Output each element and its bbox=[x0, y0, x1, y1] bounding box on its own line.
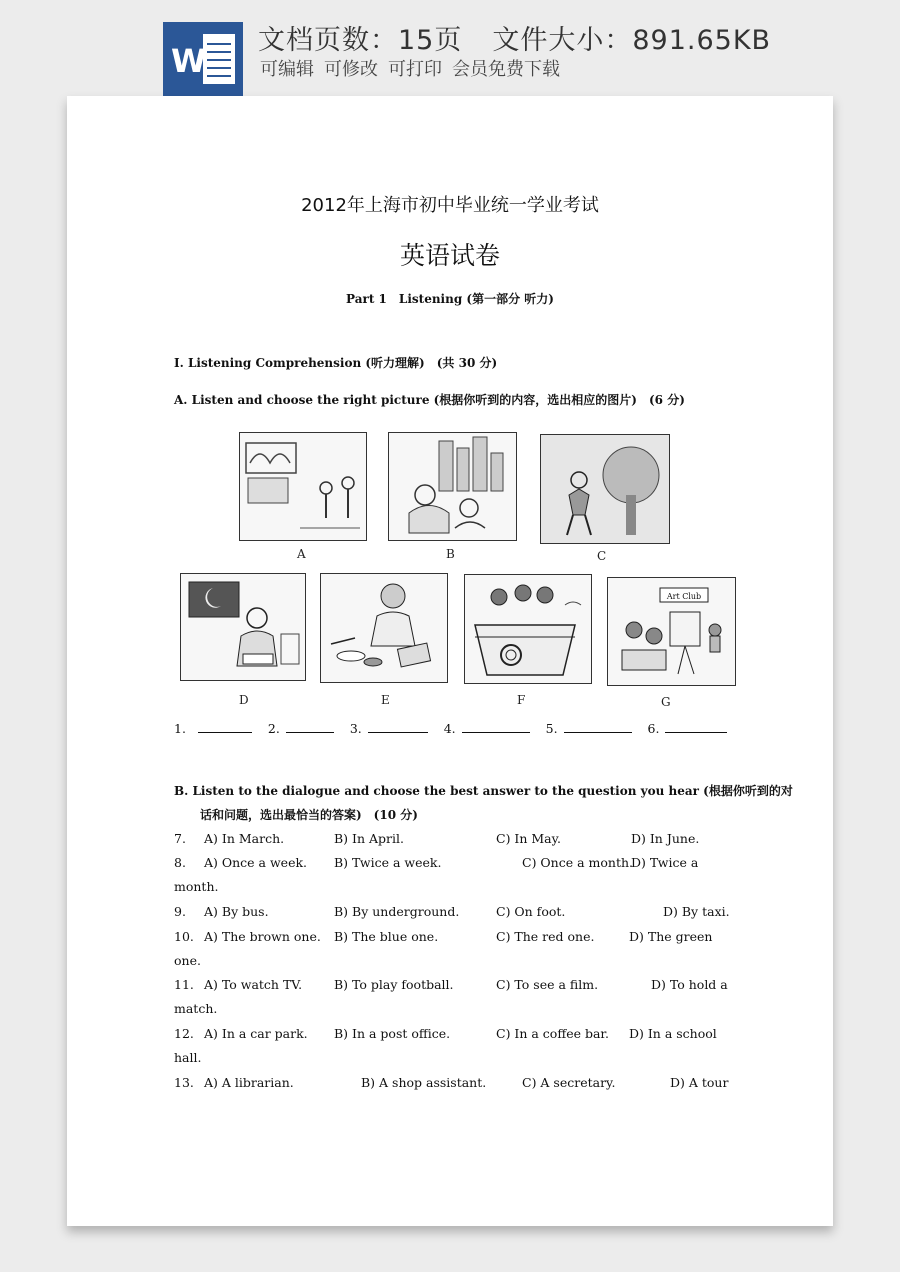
blank-number-5: 5. bbox=[545, 721, 558, 736]
file-size: 文件大小：891.65KB bbox=[492, 25, 772, 56]
option-b[interactable]: B) To play football. bbox=[334, 977, 454, 992]
picture-a bbox=[239, 432, 367, 541]
picture-b-label: B bbox=[446, 547, 455, 561]
option-b[interactable]: B) In a post office. bbox=[334, 1026, 451, 1041]
answer-blank-3[interactable] bbox=[368, 722, 428, 733]
section-a-heading: A. Listen and choose the right picture (根据你听到的内容，选出相应的图片) (6 分) bbox=[174, 393, 685, 407]
picture-g-label: G bbox=[661, 695, 671, 709]
question-number: 11. bbox=[174, 977, 194, 992]
option-d[interactable]: D) A tour bbox=[670, 1075, 729, 1090]
word-document-icon bbox=[163, 22, 243, 96]
option-b[interactable]: B) A shop assistant. bbox=[361, 1075, 487, 1090]
picture-e bbox=[320, 573, 448, 683]
art-club-sign: Art Club bbox=[666, 592, 702, 601]
answer-blank-1[interactable] bbox=[198, 722, 252, 733]
answer-blank-2[interactable] bbox=[286, 722, 334, 733]
answer-blank-4[interactable] bbox=[462, 722, 530, 733]
option-a[interactable]: A) The brown one. bbox=[204, 929, 321, 944]
answer-blank-5[interactable] bbox=[564, 722, 632, 733]
option-b[interactable]: B) In April. bbox=[334, 831, 404, 846]
option-a[interactable]: A) Once a week. bbox=[204, 855, 308, 870]
option-b[interactable]: B) The blue one. bbox=[334, 929, 439, 944]
option-a[interactable]: A) In March. bbox=[204, 831, 285, 846]
feature-editable: 可编辑 bbox=[260, 59, 314, 80]
option-d[interactable]: D) In a school bbox=[629, 1026, 717, 1041]
feature-printable: 可打印 bbox=[388, 59, 442, 80]
option-wrap-text: match. bbox=[174, 1001, 218, 1016]
question-number: 8. bbox=[174, 855, 186, 870]
feature-member-download[interactable]: 会员免费下载 bbox=[452, 59, 560, 80]
option-c[interactable]: C) Once a month. bbox=[522, 855, 633, 870]
exam-title: 2012年上海市初中毕业统一学业考试 bbox=[301, 195, 599, 216]
picture-g bbox=[607, 577, 736, 686]
blank-number-6: 6. bbox=[647, 721, 660, 736]
document-page bbox=[67, 96, 833, 1226]
option-b[interactable]: B) Twice a week. bbox=[334, 855, 442, 870]
download-banner bbox=[0, 0, 900, 100]
option-d[interactable]: D) Twice a bbox=[631, 855, 699, 870]
option-a[interactable]: A) To watch TV. bbox=[204, 977, 303, 992]
section-listening-comprehension: I. Listening Comprehension (听力理解) (共 30 分) bbox=[174, 356, 498, 370]
file-info bbox=[258, 18, 771, 57]
option-c[interactable]: C) The red one. bbox=[496, 929, 595, 944]
option-wrap-text: hall. bbox=[174, 1050, 202, 1065]
option-a[interactable]: A) By bus. bbox=[204, 904, 269, 919]
section-b-heading-cont: 话和问题，选出最恰当的答案) (10 分) bbox=[200, 808, 418, 822]
option-a[interactable]: A) A librarian. bbox=[204, 1075, 294, 1090]
picture-d bbox=[180, 573, 306, 681]
word-icon-letter: W bbox=[171, 42, 207, 80]
option-a[interactable]: A) In a car park. bbox=[204, 1026, 308, 1041]
option-c[interactable]: C) To see a film. bbox=[496, 977, 599, 992]
picture-c bbox=[540, 434, 670, 544]
option-c[interactable]: C) In a coffee bar. bbox=[496, 1026, 610, 1041]
picture-f bbox=[464, 574, 592, 684]
feature-list bbox=[260, 55, 560, 81]
option-d[interactable]: D) The green bbox=[629, 929, 713, 944]
option-d[interactable]: D) To hold a bbox=[651, 977, 728, 992]
section-b-heading: B. Listen to the dialogue and choose the best answer to the question you hear (根据你听到的对 bbox=[174, 784, 793, 798]
question-number: 9. bbox=[174, 904, 186, 919]
page-count: 文档页数：15页 bbox=[258, 25, 463, 56]
blank-number-1: 1. bbox=[174, 721, 186, 736]
part-heading: Part 1 Listening (第一部分 听力) bbox=[346, 292, 554, 306]
option-c[interactable]: C) On foot. bbox=[496, 904, 566, 919]
picture-d-label: D bbox=[239, 693, 249, 707]
picture-e-label: E bbox=[381, 693, 390, 707]
question-number: 12. bbox=[174, 1026, 194, 1041]
question-number: 13. bbox=[174, 1075, 194, 1090]
picture-a-label: A bbox=[297, 547, 306, 561]
picture-f-label: F bbox=[517, 693, 526, 707]
picture-b bbox=[388, 432, 517, 541]
option-d[interactable]: D) In June. bbox=[631, 831, 700, 846]
option-wrap-text: month. bbox=[174, 879, 219, 894]
option-d[interactable]: D) By taxi. bbox=[663, 904, 730, 919]
option-c[interactable]: C) A secretary. bbox=[522, 1075, 616, 1090]
option-b[interactable]: B) By underground. bbox=[334, 904, 460, 919]
answer-blank-6[interactable] bbox=[665, 722, 727, 733]
blank-number-4: 4. bbox=[443, 721, 456, 736]
feature-modifiable: 可修改 bbox=[324, 59, 378, 80]
question-number: 10. bbox=[174, 929, 194, 944]
option-c[interactable]: C) In May. bbox=[496, 831, 562, 846]
answer-blanks bbox=[174, 721, 727, 736]
exam-subtitle: 英语试卷 bbox=[399, 241, 500, 270]
question-number: 7. bbox=[174, 831, 186, 846]
picture-c-label: C bbox=[597, 549, 607, 563]
blank-number-2: 2. bbox=[267, 721, 280, 736]
blank-number-3: 3. bbox=[349, 721, 362, 736]
option-wrap-text: one. bbox=[174, 953, 201, 968]
